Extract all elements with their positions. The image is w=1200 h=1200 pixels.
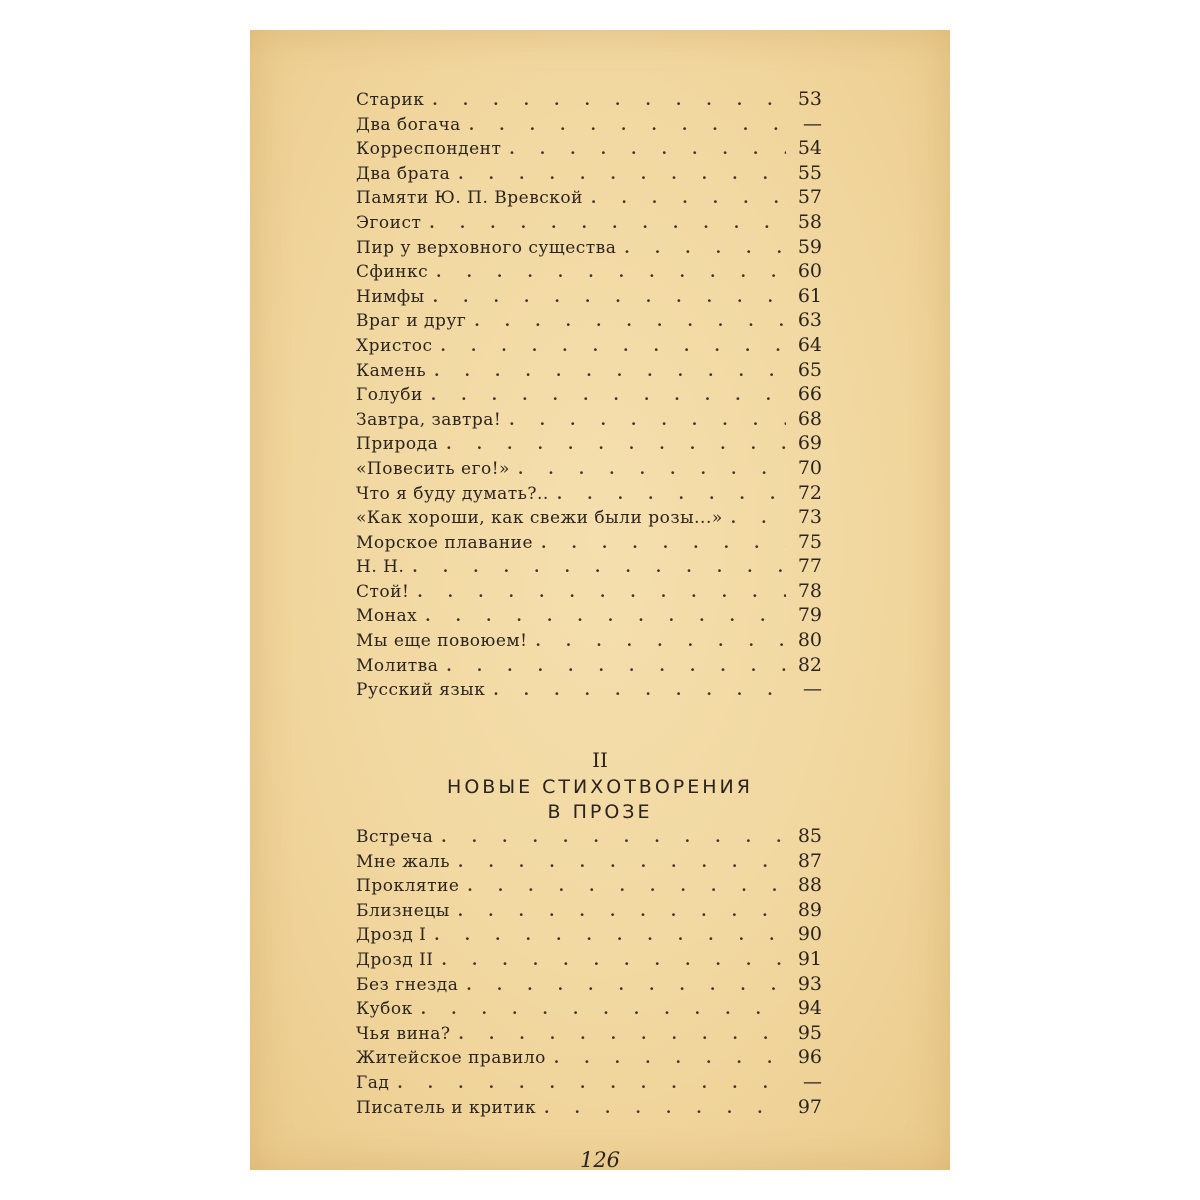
leader-dots [436, 263, 786, 281]
leader-dots [458, 165, 786, 183]
toc-entry-page: 63 [797, 309, 822, 332]
leader-dots [446, 435, 786, 453]
toc-entry-title: Христос [356, 335, 433, 356]
toc-entry [356, 973, 822, 998]
toc-entry [356, 309, 822, 334]
leader-dots [557, 485, 786, 503]
toc-entry [356, 629, 822, 654]
toc-entry [356, 1046, 822, 1071]
toc-entry [356, 825, 822, 850]
toc-entry-title: Стой! [356, 581, 410, 602]
toc-entry [356, 359, 822, 384]
leader-dots [535, 632, 786, 650]
toc-entry-title: Враг и друг [356, 311, 467, 332]
contents-list-part2 [356, 825, 822, 1120]
toc-entry [356, 678, 822, 703]
toc-entry-page: 80 [797, 629, 822, 652]
toc-entry-page: 78 [797, 579, 822, 602]
toc-entry-page: — [803, 678, 822, 701]
toc-entry-page: 91 [797, 947, 822, 970]
toc-entry [356, 923, 822, 948]
toc-entry-page: 93 [797, 972, 822, 995]
toc-entry-title: Кубок [356, 999, 413, 1020]
leader-dots [412, 558, 786, 576]
toc-entry [356, 457, 822, 482]
toc-entry [356, 654, 822, 679]
toc-entry [356, 162, 822, 187]
toc-entry-page: 72 [797, 481, 822, 504]
toc-entry [356, 506, 822, 531]
toc-entry-page: 75 [797, 530, 822, 553]
leader-dots [431, 386, 786, 404]
leader-dots [446, 657, 786, 675]
toc-entry [356, 1071, 822, 1096]
leader-dots [433, 288, 786, 306]
toc-entry-title: «Повесить его!» [356, 458, 510, 479]
toc-entry-title: Мы еще повоюем! [356, 631, 528, 652]
toc-entry-page: 57 [797, 186, 822, 209]
leader-dots [397, 1074, 786, 1092]
section-title [250, 775, 950, 825]
toc-entry-title: Корреспондент [356, 139, 502, 160]
toc-entry [356, 236, 822, 261]
toc-entry [356, 948, 822, 973]
page-number: 126 [579, 1148, 621, 1172]
toc-entry [356, 1022, 822, 1047]
leader-dots [421, 1000, 786, 1018]
toc-entry-page: 54 [797, 137, 822, 160]
toc-entry-title: Морское плавание [356, 532, 534, 553]
toc-entry-title: Дрозд I [356, 925, 427, 946]
toc-entry-title: Монах [356, 606, 418, 627]
toc-entry [356, 850, 822, 875]
section-title-line: В ПРОЗЕ [547, 801, 653, 823]
toc-entry-page: 64 [797, 333, 822, 356]
toc-entry [356, 580, 822, 605]
leader-dots [434, 926, 786, 944]
toc-entry-page: 89 [797, 898, 822, 921]
contents-list-part1 [356, 88, 822, 703]
toc-entry-page: 73 [797, 506, 822, 529]
leader-dots [458, 853, 786, 871]
toc-entry-page: 79 [797, 604, 822, 627]
toc-entry-title: «Как хороши, как свежи были розы...» [356, 508, 723, 529]
toc-entry-title: Сфинкс [356, 262, 429, 283]
leader-dots [432, 91, 786, 109]
toc-entry-title: Без гнезда [356, 974, 459, 995]
toc-entry-page: 65 [797, 358, 822, 381]
leader-dots [544, 1099, 786, 1117]
leader-dots [731, 509, 786, 527]
leader-dots [591, 189, 786, 207]
leader-dots [509, 411, 786, 429]
toc-entry [356, 408, 822, 433]
leader-dots [624, 239, 786, 257]
toc-entry [356, 137, 822, 162]
toc-entry [356, 334, 822, 359]
toc-entry-page: 61 [797, 284, 822, 307]
toc-entry [356, 383, 822, 408]
toc-entry-title: Голуби [356, 385, 423, 406]
toc-entry-title: Мне жаль [356, 851, 451, 872]
toc-entry-title: Что я буду думать?.. [356, 483, 549, 504]
leader-dots [458, 902, 786, 920]
toc-entry-title: Чья вина? [356, 1023, 451, 1044]
leader-dots [541, 534, 786, 552]
leader-dots [474, 312, 786, 330]
leader-dots [554, 1049, 786, 1067]
leader-dots [466, 976, 786, 994]
toc-entry-title: Житейское правило [356, 1048, 546, 1069]
toc-entry-title: Завтра, завтра! [356, 409, 502, 430]
toc-entry-title: Близнецы [356, 900, 450, 921]
leader-dots [493, 681, 786, 699]
toc-entry [356, 874, 822, 899]
leader-dots [417, 583, 786, 601]
leader-dots [509, 140, 786, 158]
toc-entry-page: 70 [797, 456, 822, 479]
toc-entry-title: Гад [356, 1072, 390, 1093]
toc-entry-page: 95 [797, 1021, 822, 1044]
toc-entry [356, 285, 822, 310]
toc-entry-title: Пир у верховного существа [356, 237, 617, 258]
toc-entry [356, 186, 822, 211]
toc-entry [356, 211, 822, 236]
toc-entry-title: Природа [356, 434, 439, 455]
toc-entry [356, 997, 822, 1022]
toc-entry-page: 55 [797, 161, 822, 184]
leader-dots [518, 460, 786, 478]
toc-entry-title: Дрозд II [356, 949, 434, 970]
toc-entry [356, 1096, 822, 1121]
toc-entry-title: Проклятие [356, 876, 460, 897]
toc-entry [356, 531, 822, 556]
toc-entry-page: 97 [797, 1095, 822, 1118]
toc-entry-page: 60 [797, 260, 822, 283]
toc-entry-page: 68 [797, 407, 822, 430]
toc-entry-page: 90 [797, 923, 822, 946]
toc-entry-title: Молитва [356, 655, 439, 676]
toc-entry-page: 69 [797, 432, 822, 455]
toc-entry [356, 260, 822, 285]
leader-dots [467, 877, 786, 895]
toc-entry-title: Встреча [356, 827, 434, 847]
toc-entry [356, 555, 822, 580]
section-title-line: НОВЫЕ СТИХОТВОРЕНИЯ [447, 776, 753, 798]
toc-entry-title: Памяти Ю. П. Вревской [356, 188, 583, 209]
toc-entry [356, 482, 822, 507]
toc-entry-title: Нимфы [356, 286, 425, 307]
toc-entry-page: 59 [797, 235, 822, 258]
toc-entry-title: Два брата [356, 163, 451, 184]
toc-entry-title: Камень [356, 360, 427, 381]
section-numeral: II [592, 748, 608, 772]
toc-entry-page: 87 [797, 849, 822, 872]
toc-entry-title: Два богача [356, 114, 461, 135]
leader-dots [441, 828, 786, 846]
toc-entry-page: 66 [797, 383, 822, 406]
toc-entry-page: 96 [797, 1046, 822, 1069]
toc-entry-title: Писатель и критик [356, 1097, 537, 1118]
leader-dots [459, 1025, 786, 1043]
leader-dots [442, 951, 786, 969]
toc-entry-page: 88 [797, 874, 822, 897]
toc-entry-title: Эгоист [356, 212, 422, 233]
toc-entry [356, 899, 822, 924]
toc-entry-page: 82 [797, 653, 822, 676]
toc-entry-page: 58 [797, 210, 822, 233]
leader-dots [469, 116, 786, 134]
leader-dots [441, 337, 787, 355]
toc-entry [356, 604, 822, 629]
toc-entry-page: — [803, 112, 822, 135]
toc-entry-page: 53 [797, 88, 822, 110]
toc-entry [356, 88, 822, 113]
toc-entry-page: 85 [797, 825, 822, 847]
toc-entry-page: — [803, 1070, 822, 1093]
toc-entry-title: Старик [356, 90, 425, 110]
leader-dots [425, 607, 786, 625]
toc-entry-title: Русский язык [356, 680, 486, 701]
toc-entry [356, 113, 822, 138]
leader-dots [429, 214, 786, 232]
book-page [250, 30, 950, 1170]
toc-entry-page: 77 [797, 555, 822, 578]
toc-entry [356, 432, 822, 457]
toc-entry-page: 94 [797, 997, 822, 1020]
leader-dots [434, 362, 786, 380]
toc-entry-title: Н. Н. [356, 557, 405, 578]
